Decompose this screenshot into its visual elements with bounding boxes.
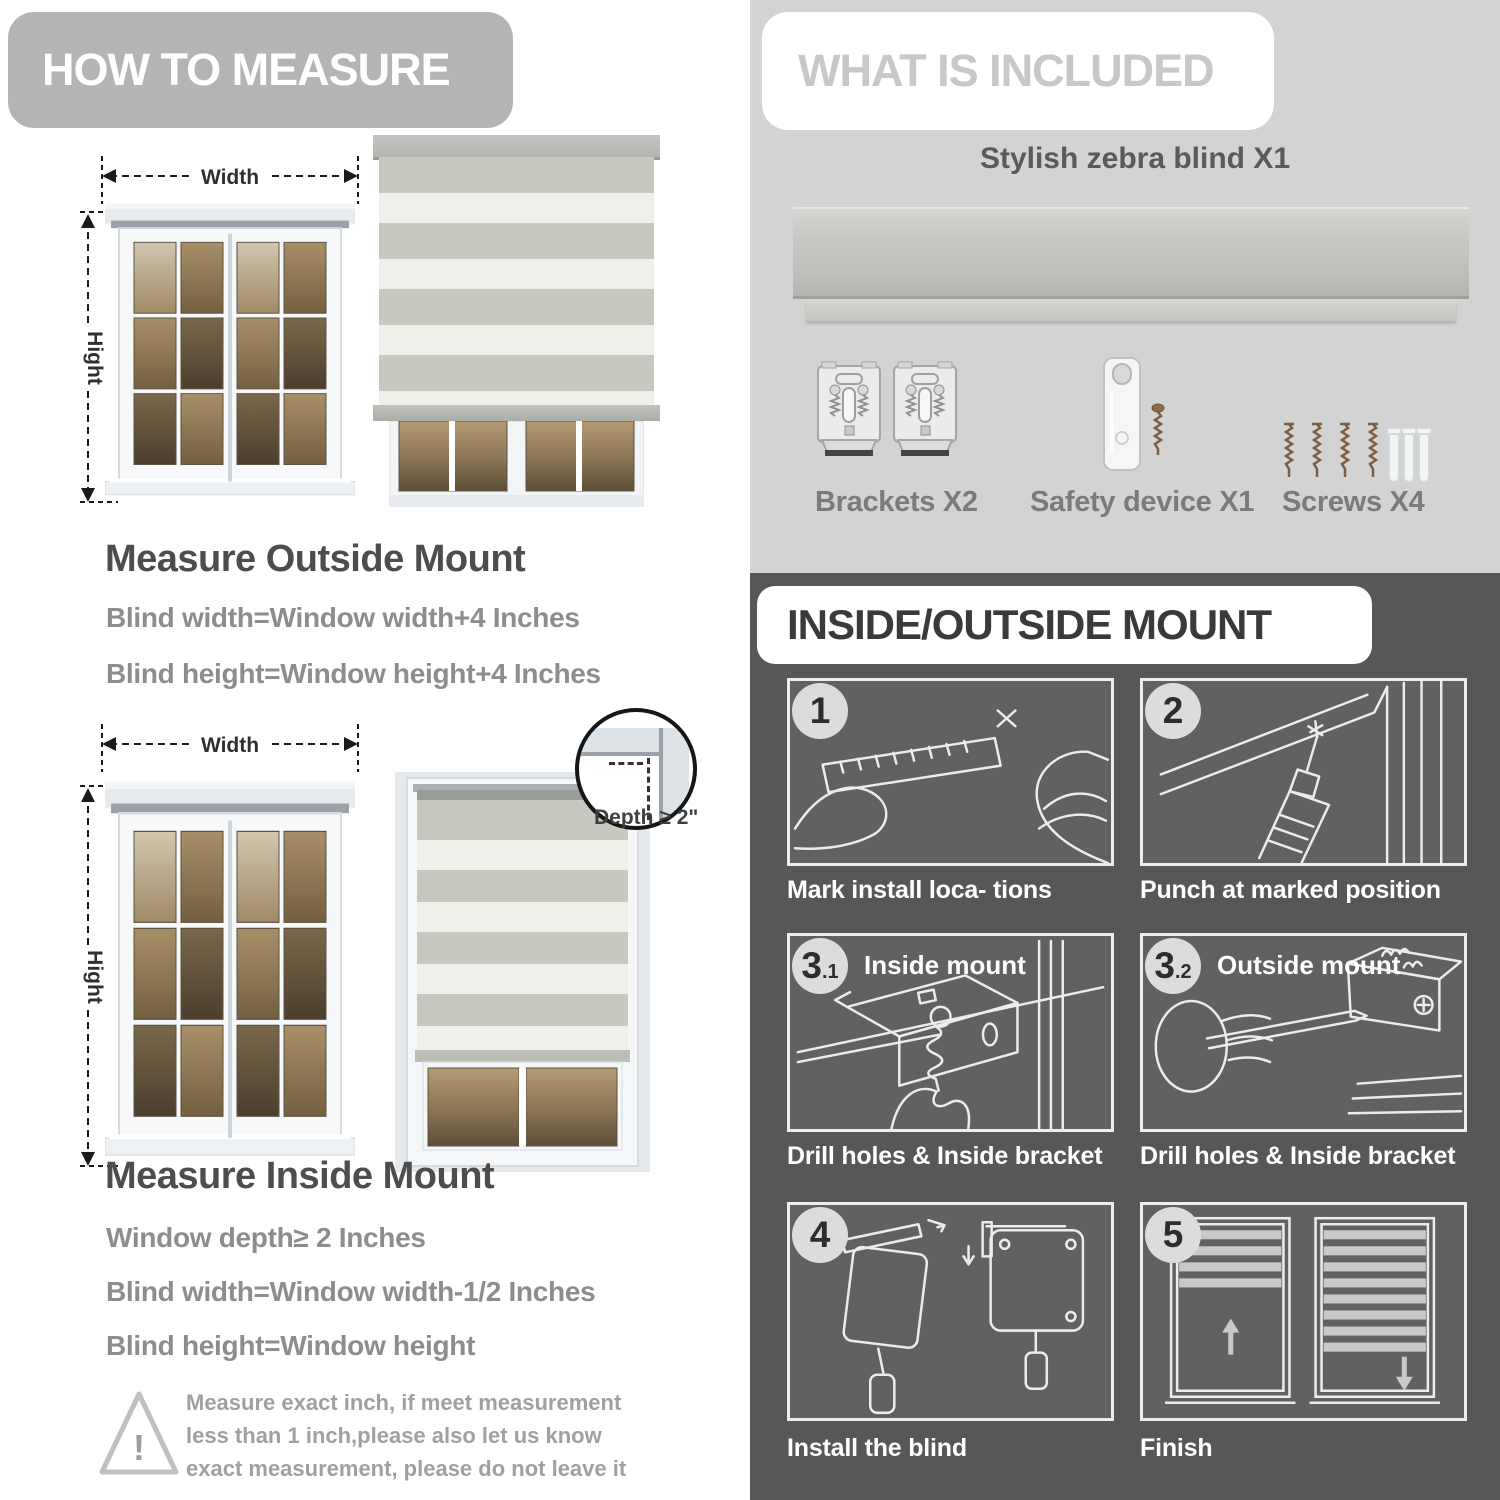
inside-mount-title: Measure Inside Mount [105, 1155, 495, 1197]
step-3-2-box [1140, 933, 1467, 1132]
step-2-caption: Punch at marked position [1140, 876, 1441, 904]
zebra-blind-bottom-rail [373, 405, 660, 421]
warning-triangle-icon [96, 1386, 182, 1482]
step-4-box [787, 1202, 1114, 1421]
step-1-box [787, 678, 1114, 866]
window-under-blind [389, 421, 644, 507]
outside-mount-rule-2: Blind height=Window height+4 Inches [106, 658, 601, 689]
step-3-1-caption: Drill holes & Inside bracket [787, 1142, 1103, 1170]
step-2-badge: 2 [1145, 683, 1201, 739]
brackets-label: Brackets X2 [815, 486, 978, 518]
step-5-badge: 5 [1145, 1207, 1201, 1263]
step-3-2-tag: Outside mount [1217, 950, 1401, 980]
inside-outside-mount-banner: INSIDE/OUTSIDE MOUNT [757, 586, 1372, 664]
product-label: Stylish zebra blind X1 [979, 142, 1291, 175]
step-2-box [1140, 678, 1467, 866]
step-4-badge: 4 [792, 1207, 848, 1263]
height-label: Hight [83, 331, 106, 385]
outside-mount-rule-1: Blind width=Window width+4 Inches [106, 602, 580, 633]
zebra-blind-headrail-lip [806, 299, 1456, 321]
zebra-blind-headrail-image [793, 207, 1469, 299]
depth-label: Depth ≥ 2" [594, 806, 699, 829]
step-3-1-box [787, 933, 1114, 1132]
step-5-box [1140, 1202, 1467, 1421]
warning-note: Measure exact inch, if meet measurement less than 1 inch,please also let us know exact measurement, please do not leave it [186, 1390, 627, 1481]
step-3-2-caption: Drill holes & Inside bracket [1140, 1142, 1456, 1170]
screw-icon [1152, 404, 1164, 455]
zebra-blind-fabric [379, 157, 654, 405]
inside-mount-rule-3: Blind height=Window height [106, 1330, 476, 1361]
window-photo-outside [105, 196, 355, 508]
window-photo-inside [105, 772, 355, 1172]
screws-label: Screws X4 [1282, 486, 1425, 518]
safety-device-icon [1100, 356, 1170, 474]
step-1-badge: 1 [792, 683, 848, 739]
what-is-included-banner: WHAT IS INCLUDED [762, 12, 1274, 130]
width-label: Width [200, 166, 260, 189]
step-3-2-badge: 3 .2 [1145, 938, 1201, 994]
step-1-caption: Mark install loca- tions [787, 876, 1052, 904]
step-3-1-tag: Inside mount [864, 950, 1026, 980]
width-dimension-arrow-2 [96, 724, 364, 774]
inside-mount-rule-2: Blind width=Window width-1/2 Inches [106, 1276, 596, 1307]
height-label-2: Hight [83, 950, 106, 1004]
safety-device-label: Safety device X1 [1030, 486, 1255, 518]
step-5-caption: Finish [1140, 1434, 1213, 1462]
depth-dashed-tick [609, 762, 643, 765]
frame-corner-top [575, 728, 663, 756]
bracket-icon [816, 360, 958, 458]
step-3-1-badge: 3 .1 [792, 938, 848, 994]
how-to-measure-banner: HOW TO MEASURE [8, 12, 513, 128]
blind-inside-window [395, 772, 650, 1172]
width-label-2: Width [200, 734, 260, 757]
step-4-caption: Install the blind [787, 1434, 967, 1462]
outside-mount-title: Measure Outside Mount [105, 538, 526, 580]
svg-text:!: ! [133, 1427, 145, 1468]
inside-mount-rule-1: Window depth≥ 2 Inches [106, 1222, 426, 1253]
